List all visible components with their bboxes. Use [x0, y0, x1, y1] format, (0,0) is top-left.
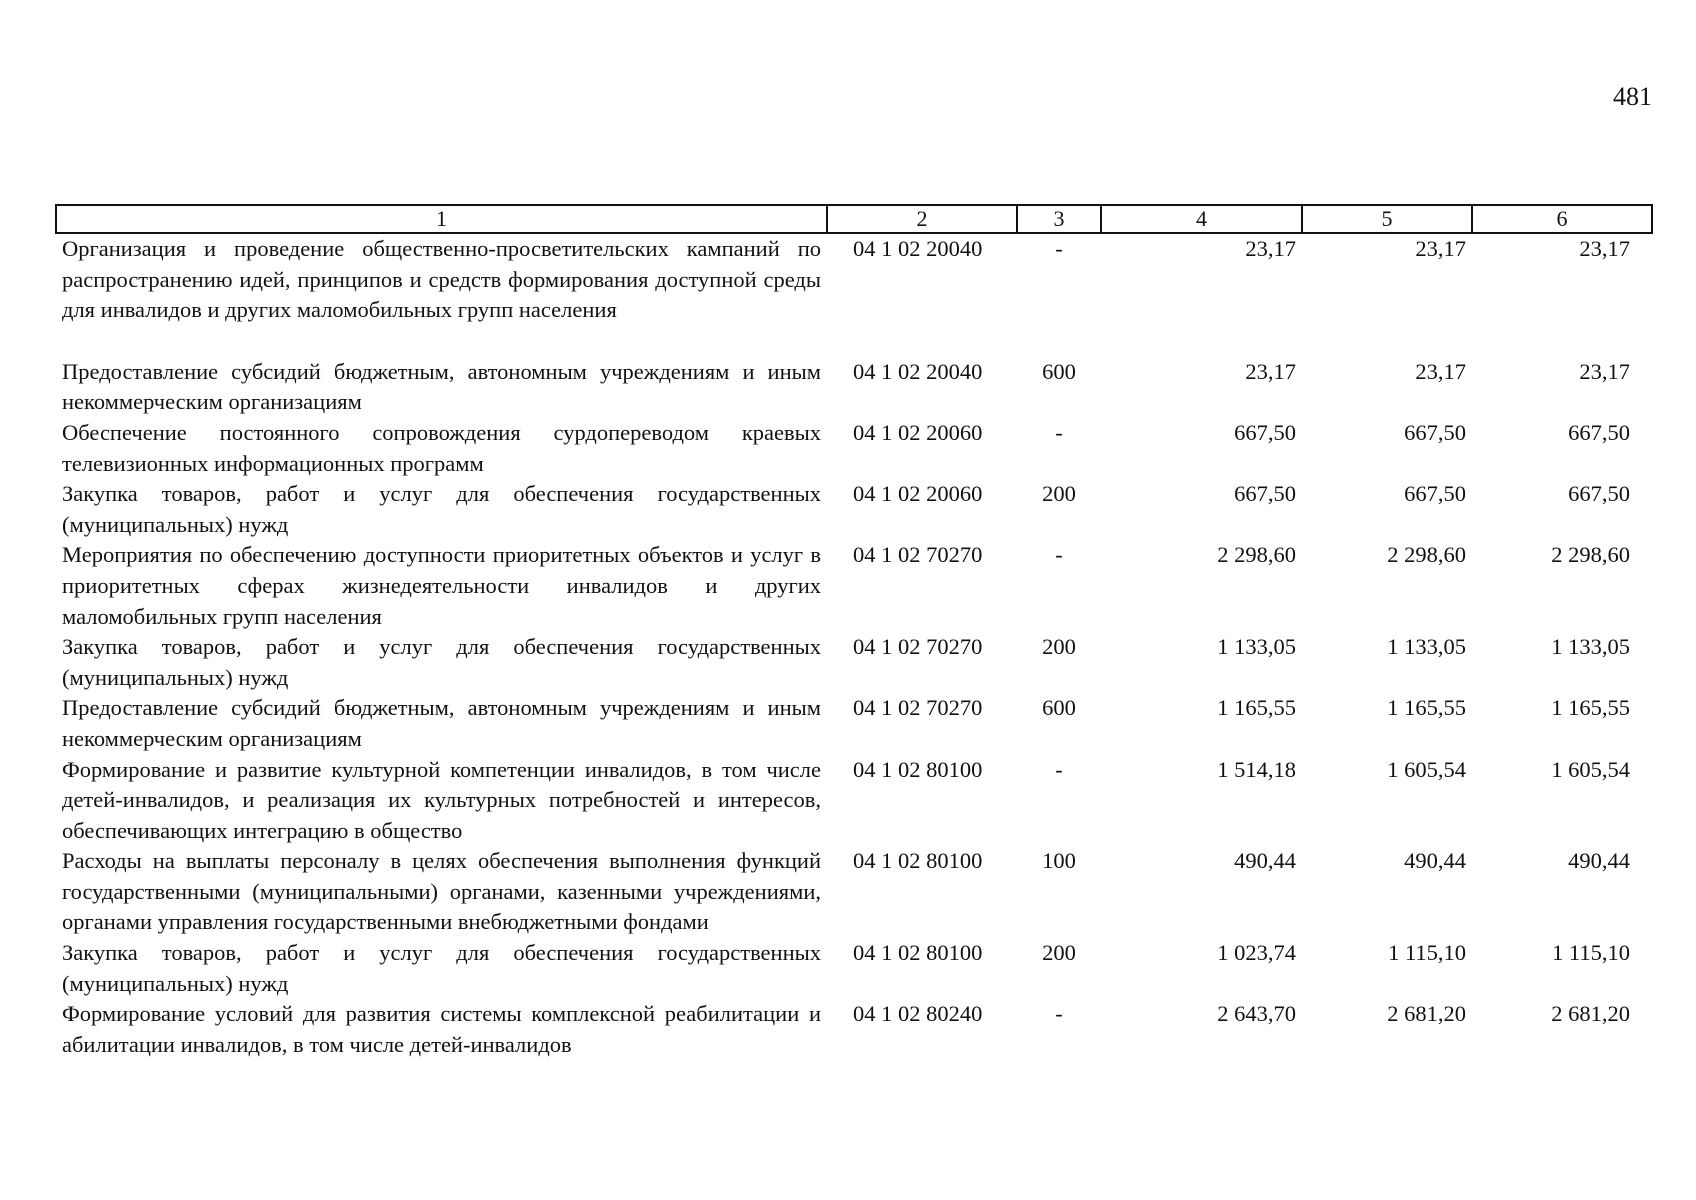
row-description: Мероприятия по обеспечению доступности приоритетных объектов и услуг в приоритетных сферах жизнедеятельности инвалидов и других маломобильных групп населения	[62, 542, 821, 629]
row-code: 04 1 02 20060	[853, 419, 983, 445]
row-amount-col5: 1 133,05	[1387, 634, 1466, 660]
row-amount-col5: 1 165,55	[1387, 695, 1466, 721]
row-expense-type: -	[1055, 756, 1063, 782]
row-code: 04 1 02 80100	[853, 848, 983, 874]
row-amount-col4: 490,44	[1234, 848, 1296, 874]
row-amount-col4: 1 133,05	[1217, 634, 1296, 660]
header-col-5: 5	[1302, 205, 1472, 233]
row-amount-col4: 2 298,60	[1217, 542, 1296, 568]
row-expense-type: 100	[1042, 848, 1076, 874]
table-header	[56, 205, 1652, 233]
table-row	[56, 693, 1652, 754]
row-description: Формирование условий для развития системы комплексной реабилитации и абилитации инвалидов, в том числе детей-инвалидов	[62, 1001, 821, 1057]
row-code: 04 1 02 20040	[853, 358, 983, 384]
row-amount-col5: 667,50	[1404, 481, 1466, 507]
row-description: Закупка товаров, работ и услуг для обеспечения государственных (муниципальных) нужд	[62, 940, 821, 996]
header-col-3: 3	[1017, 205, 1101, 233]
row-amount-col5: 23,17	[1415, 236, 1466, 261]
row-expense-type: 600	[1042, 358, 1076, 384]
row-description: Закупка товаров, работ и услуг для обеспечения государственных (муниципальных) нужд	[62, 634, 821, 690]
row-expense-type: -	[1055, 236, 1063, 261]
header-col-6: 6	[1472, 205, 1652, 233]
row-code: 04 1 02 70270	[853, 542, 983, 568]
row-amount-col6: 667,50	[1568, 419, 1630, 445]
row-code: 04 1 02 70270	[853, 634, 983, 660]
table-row	[56, 632, 1652, 693]
row-expense-type: 200	[1042, 634, 1076, 660]
row-amount-col5: 1 115,10	[1388, 940, 1466, 966]
table-row	[56, 540, 1652, 632]
row-amount-col6: 1 115,10	[1552, 940, 1630, 966]
table-row	[56, 999, 1652, 1060]
row-amount-col5: 2 681,20	[1387, 1001, 1466, 1027]
table-row	[56, 233, 1652, 357]
table-body	[56, 233, 1652, 1060]
table-row	[56, 938, 1652, 999]
row-expense-type: -	[1055, 1001, 1063, 1027]
header-col-4: 4	[1101, 205, 1302, 233]
row-code: 04 1 02 80100	[853, 756, 983, 782]
row-amount-col4: 23,17	[1245, 358, 1296, 384]
row-amount-col5: 2 298,60	[1387, 542, 1466, 568]
row-amount-col6: 1 165,55	[1551, 695, 1630, 721]
row-amount-col4: 1 514,18	[1217, 756, 1296, 782]
row-amount-col6: 1 605,54	[1551, 756, 1630, 782]
budget-table-container	[55, 204, 1651, 1060]
row-expense-type: 200	[1042, 481, 1076, 507]
row-code: 04 1 02 80100	[853, 940, 983, 966]
row-amount-col4: 667,50	[1234, 481, 1296, 507]
row-description: Организация и проведение общественно-просветительских кампаний по распространению идей, принципов и средств формирования доступной среды для инвалидов и других маломобильных групп населения	[62, 236, 821, 323]
row-amount-col6: 490,44	[1568, 848, 1630, 874]
row-amount-col4: 2 643,70	[1217, 1001, 1296, 1027]
row-expense-type: 200	[1042, 940, 1076, 966]
row-amount-col5: 23,17	[1415, 358, 1466, 384]
row-amount-col5: 490,44	[1404, 848, 1466, 874]
row-description: Предоставление субсидий бюджетным, автономным учреждениям и иным некоммерческим организациям	[62, 358, 821, 415]
row-code: 04 1 02 20040	[853, 236, 983, 261]
row-code: 04 1 02 20060	[853, 481, 983, 507]
header-col-1: 1	[56, 205, 827, 233]
header-col-2: 2	[827, 205, 1017, 233]
row-amount-col5: 667,50	[1404, 419, 1466, 445]
row-expense-type: -	[1055, 419, 1063, 445]
table-row	[56, 418, 1652, 479]
table-row	[56, 846, 1652, 938]
row-amount-col6: 23,17	[1579, 358, 1630, 384]
header-row	[56, 205, 1652, 233]
row-amount-col4: 667,50	[1234, 419, 1296, 445]
budget-table	[55, 204, 1653, 1060]
table-row	[56, 479, 1652, 540]
row-description: Расходы на выплаты персоналу в целях обеспечения выполнения функций государственными (муниципальными) органами, казенными учреждениями, органами управления государственными внебюджетными фондами	[62, 848, 821, 935]
page-number: 481	[1613, 82, 1652, 111]
row-description: Формирование и развитие культурной компетенции инвалидов, в том числе детей-инвалидов, и реализация их культурных потребностей и интересов, обеспечивающих интеграцию в общество	[62, 756, 821, 843]
row-description: Предоставление субсидий бюджетным, автономным учреждениям и иным некоммерческим организациям	[62, 695, 821, 751]
row-amount-col6: 1 133,05	[1551, 634, 1630, 660]
row-amount-col6: 2 681,20	[1551, 1001, 1630, 1027]
row-amount-col6: 667,50	[1568, 481, 1630, 507]
row-code: 04 1 02 80240	[853, 1001, 983, 1027]
row-expense-type: -	[1055, 542, 1063, 568]
row-expense-type: 600	[1042, 695, 1076, 721]
row-description: Закупка товаров, работ и услуг для обеспечения государственных (муниципальных) нужд	[62, 481, 821, 537]
table-row	[56, 755, 1652, 847]
table-row	[56, 357, 1652, 418]
row-amount-col4: 1 023,74	[1217, 940, 1296, 966]
row-amount-col6: 23,17	[1579, 236, 1630, 261]
row-amount-col6: 2 298,60	[1551, 542, 1630, 568]
row-code: 04 1 02 70270	[853, 695, 983, 721]
row-amount-col5: 1 605,54	[1387, 756, 1466, 782]
row-amount-col4: 1 165,55	[1217, 695, 1296, 721]
row-description: Обеспечение постоянного сопровождения сурдопереводом краевых телевизионных информационных программ	[62, 419, 821, 476]
row-amount-col4: 23,17	[1245, 236, 1296, 261]
